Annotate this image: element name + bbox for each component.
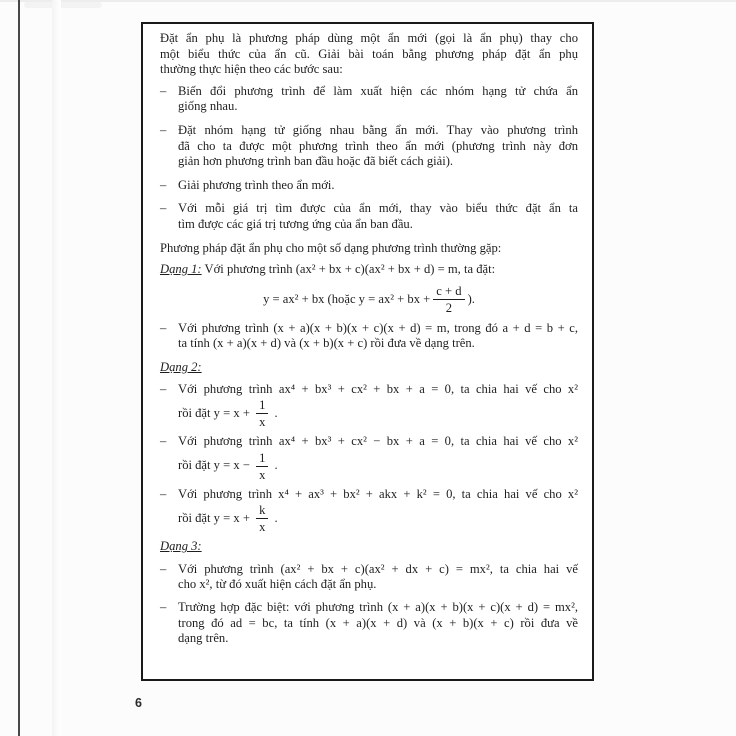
dash-marker: – xyxy=(160,122,167,137)
fraction-numerator: k xyxy=(256,503,268,519)
intro-line: thường thực hiện theo các bước sau: xyxy=(160,62,343,77)
note-line: Với phương trình (x + a)(x + b)(x + c)(x + d) = m, trong đó a + d = b + c, xyxy=(178,320,578,335)
substitution-period: . xyxy=(271,510,278,525)
dash-marker: – xyxy=(160,561,167,576)
fraction-numerator: c + d xyxy=(433,284,464,300)
dang2-substitution-line xyxy=(178,450,578,483)
dang1-label: Dạng 1: xyxy=(160,262,202,277)
dang2-heading xyxy=(160,360,578,376)
dang2-line: Với phương trình x⁴ + ax³ + bx² + akx + k² = 0, ta chia hai vế cho x² xyxy=(178,486,578,501)
formula-fraction xyxy=(433,284,464,315)
dang3-heading xyxy=(160,539,578,555)
dang2-line: Với phương trình ax⁴ + bx³ + cx² + bx + a = 0, ta chia hai vế cho x² xyxy=(178,381,578,396)
page-number: 6 xyxy=(135,696,142,710)
step-line: Biến đổi phương trình để làm xuất hiện các nhóm hạng tử chứa ẩn xyxy=(178,83,578,98)
step-line: Đặt nhóm hạng tử giống nhau bằng ẩn mới. Thay vào phương trình xyxy=(178,122,578,137)
dash-marker: – xyxy=(160,600,167,615)
summary-line: Phương pháp đặt ẩn phụ cho một số dạng phương trình thường gặp: xyxy=(160,240,502,255)
substitution-period: . xyxy=(271,405,278,420)
dang1-formula xyxy=(160,281,578,319)
dash-marker: – xyxy=(160,201,167,216)
dang2-label: Dạng 2: xyxy=(160,359,202,374)
dang3-line: Với phương trình (ax² + bx + c)(ax² + dx + c) = mx², ta chia hai vế xyxy=(178,561,578,576)
dang3-line: dạng trên. xyxy=(178,631,229,646)
dang2-substitution-line xyxy=(178,502,578,535)
step-line: giống nhau. xyxy=(178,99,238,114)
dash-marker: – xyxy=(160,83,167,98)
note-line: ta tính (x + a)(x + d) và (x + b)(x + c) rồi đưa về dạng trên. xyxy=(178,336,475,351)
dang2-item-1 xyxy=(160,382,578,431)
dash-marker: – xyxy=(160,320,167,335)
dang3-line: trong đó ad = bc, ta tính (x + a)(x + d) và (x + b)(x + c) rồi đưa về xyxy=(178,615,578,630)
fraction-numerator: 1 xyxy=(256,398,268,414)
dang1-heading xyxy=(160,262,578,278)
dang1-note-item xyxy=(160,321,578,352)
substitution-fraction xyxy=(256,451,268,482)
step-item-2 xyxy=(160,123,578,170)
page-left-edge-shadow xyxy=(18,0,20,736)
formula-text-after: ). xyxy=(467,291,475,306)
substitution-text: rồi đặt y = x + xyxy=(178,405,254,420)
fraction-numerator: 1 xyxy=(256,451,268,467)
step-item-4 xyxy=(160,201,578,232)
substitution-fraction xyxy=(256,503,268,534)
dang2-line: Với phương trình ax⁴ + bx³ + cx² − bx + a = 0, ta chia hai vế cho x² xyxy=(178,434,578,449)
dang2-item-2 xyxy=(160,434,578,483)
fraction-denominator: x xyxy=(259,467,266,482)
dang3-item-2 xyxy=(160,600,578,647)
step-item-3 xyxy=(160,178,578,194)
intro-line: một biểu thức của ẩn cũ. Giải bài toán bằng phương pháp đặt ẩn phụ xyxy=(160,46,578,61)
scan-top-edge xyxy=(0,0,736,2)
fraction-denominator: 2 xyxy=(445,301,453,316)
substitution-period: . xyxy=(271,458,278,473)
dang3-label: Dạng 3: xyxy=(160,539,202,554)
content-border-box xyxy=(141,22,594,681)
dash-marker: – xyxy=(160,381,167,396)
fraction-denominator: x xyxy=(259,520,266,535)
scan-smudge xyxy=(24,2,102,8)
step-line: giản hơn phương trình ban đầu hoặc đã biết cách giải). xyxy=(178,154,454,169)
step-line: tìm được các giá trị tương ứng của ẩn ban đầu. xyxy=(178,216,413,231)
step-line: đã cho ta được một phương trình theo ẩn mới (phương trình này đơn xyxy=(178,138,578,153)
substitution-text: rồi đặt y = x + xyxy=(178,510,254,525)
step-item-1 xyxy=(160,84,578,115)
formula-text-before: y = ax² + bx (hoặc y = ax² + bx + xyxy=(263,291,431,306)
step-line: Với mỗi giá trị tìm được của ẩn mới, thay vào biểu thức đặt ẩn ta xyxy=(178,201,578,216)
summary-paragraph xyxy=(160,241,578,257)
intro-line: Đặt ẩn phụ là phương pháp dùng một ẩn mới (gọi là ẩn phụ) thay cho xyxy=(160,31,578,45)
dang3-line: Trường hợp đặc biệt: với phương trình (x + a)(x + b)(x + c)(x + d) = mx², xyxy=(178,600,578,615)
dang3-item-1 xyxy=(160,562,578,593)
dang2-item-3 xyxy=(160,487,578,536)
dash-marker: – xyxy=(160,434,167,449)
intro-paragraph xyxy=(160,31,578,78)
dang1-intro: Với phương trình (ax² + bx + c)(ax² + bx + d) = m, ta đặt: xyxy=(201,262,496,277)
dash-marker: – xyxy=(160,486,167,501)
step-line: Giải phương trình theo ẩn mới. xyxy=(178,177,335,192)
substitution-text: rồi đặt y = x − xyxy=(178,458,254,473)
dang2-substitution-line xyxy=(178,397,578,430)
substitution-fraction xyxy=(256,398,268,429)
fraction-denominator: x xyxy=(259,415,266,430)
dash-marker: – xyxy=(160,177,167,192)
page-fold-shadow xyxy=(52,0,61,736)
dang3-line: cho x², từ đó xuất hiện cách đặt ẩn phụ. xyxy=(178,577,377,592)
